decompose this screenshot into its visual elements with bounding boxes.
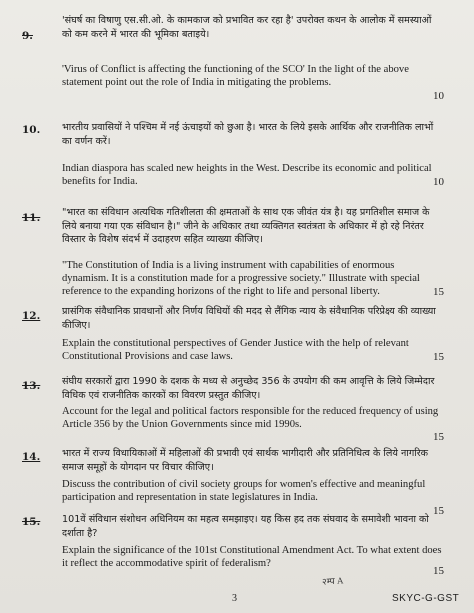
question-hindi-text: 'संघर्ष का विषाणु एस.सी.ओ. के कामकाज को प्रभावित कर रहा है' उपरोक्त कथन के आलोक में समस्याओं को कम करने में भारत की भूमिका बताइये। <box>62 15 432 40</box>
question-number: 12. <box>22 310 41 322</box>
question-hindi-text: प्रासंगिक संवैधानिक प्रावधानों और निर्णय विधियों की मदद से लैंगिक न्याय के संवैधानिक परिप्रेक्ष्य की व्याख्या कीजिए। <box>62 306 436 331</box>
question-hindi-text: भारत में राज्य विधायिकाओं में महिलाओं की प्रभावी एवं सार्थक भागीदारी और प्रतिनिधित्व के लिये नागरिक समाज समूहों के योगदान पर विचार कीजिए। <box>62 448 429 473</box>
question-marks: 15 <box>433 351 444 363</box>
question-number: 9. <box>22 30 33 42</box>
question-number: 11. <box>22 212 41 224</box>
question-english-text: Explain the constitutional perspectives of Gender Justice with the help of relevant Constitutional Provisions and case laws. <box>62 338 409 362</box>
question-hindi-text: संघीय सरकारों द्वारा 1990 के दशक के मध्य से अनुच्छेद 356 के उपयोग की कम आवृत्ति के लिये जिम्मेदार विधिक एवं राजनीतिक कारकों का विवरण प्रस्तुत कीजिए। <box>62 376 435 401</box>
question-english-text: Explain the significance of the 101st Constitutional Amendment Act. To what extent does it reflect the accommodative spirit of federalism? <box>62 545 442 569</box>
question-number: 13. <box>22 380 41 392</box>
question-marks: 10 <box>433 90 444 102</box>
question-marks: 15 <box>433 431 444 443</box>
question-hindi-text: भारतीय प्रवासियों ने पश्चिम में नई ऊंचाइयों को छुआ है। भारत के लिये इसके आर्थिक और राजनीतिक लाभों का वर्णन करें। <box>62 122 434 147</box>
question-english-text: Indian diaspora has scaled new heights in the West. Describe its economic and political benefits for India. <box>62 163 432 187</box>
question-english-text: "The Constitution of India is a living instrument with capabilities of enormous dynamism. It is a constitution made for a progressive society." Illustrate with special reference to the expanding horizons of the right to life and personal liberty. <box>62 260 420 297</box>
question-english-text: 'Virus of Conflict is affecting the functioning of the SCO' In the light of the above statement point out the role of India in mitigating the problems. <box>62 64 409 88</box>
question-marks: 15 <box>433 565 444 577</box>
question-number: 10. <box>22 124 41 136</box>
handwritten-note: २म्प A <box>321 575 344 587</box>
paper-code: SKYC-G-GST <box>392 593 460 604</box>
question-number: 14. <box>22 451 41 463</box>
question-english-text: Account for the legal and political factors responsible for the reduced frequency of using Article 356 by the Union Governments since mid 1990s. <box>62 406 439 430</box>
question-english-text: Discuss the contribution of civil society groups for women's effective and meaningful participation and representation in state legislatures in India. <box>62 479 426 503</box>
question-marks: 15 <box>433 286 444 298</box>
question-marks: 10 <box>433 176 444 188</box>
question-marks: 15 <box>433 505 444 517</box>
question-hindi-text: 101वें संविधान संशोधन अधिनियम का महत्व समझाइए। यह किस हद तक संघवाद के समावेशी भावना को दर्शाता है? <box>62 514 429 539</box>
question-hindi-text: "भारत का संविधान अत्यधिक गतिशीलता की क्षमताओं के साथ एक जीवंत यंत्र है। यह प्रगतिशील समाज के लिये बनाया गया एक संविधान है।" जीने के अधिकार तथा व्यक्तिगत स्वतंत्रता के अधिकार में हो रहे निरंतर विस्तार के विशेष संदर्भ में उदाहरण सहित व्याख्या कीजिए। <box>62 207 430 245</box>
page-number: 3 <box>232 593 237 604</box>
question-number: 15. <box>22 516 41 528</box>
